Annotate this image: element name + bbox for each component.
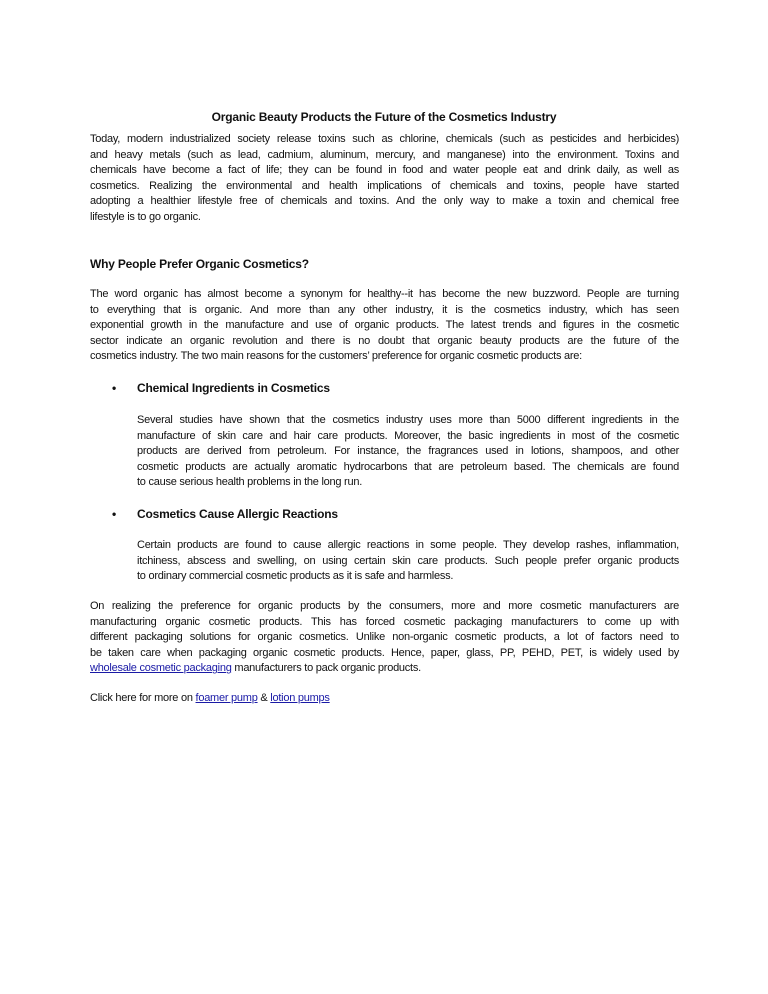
- text-line: Several studies have shown that the cosmetics industry uses more than 5000 different ingredients in the: [137, 414, 679, 426]
- text-line: sector indicate an organic revolution and there is no doubt that organic beauty products are the future of the: [90, 334, 679, 347]
- bullet-paragraph: [137, 413, 679, 491]
- text-fragment: &: [257, 692, 271, 704]
- bullet-title: Chemical Ingredients in Cosmetics: [137, 381, 330, 395]
- text-line: exponential growth in the manufacture and use of organic products. The latest trends and figures in the cosmetic: [90, 319, 679, 332]
- document-title: Organic Beauty Products the Future of the Cosmetics Industry: [211, 110, 557, 124]
- section-heading: Why People Prefer Organic Cosmetics?: [90, 257, 309, 271]
- why-paragraph: [90, 287, 679, 365]
- text-line: lifestyle is to go organic.: [90, 210, 201, 223]
- bullet-icon: •: [112, 381, 117, 395]
- text-line: and heavy metals (such as lead, cadmium, aluminum, mercury, and manganese) into the environment. Toxins and: [90, 148, 679, 161]
- text-line: to everything that is organic. And more than any other industry, it is the cosmetics industry, which has seen: [90, 303, 679, 316]
- text-line: Certain products are found to cause allergic reactions in some people. They develop rashes, inflammation,: [137, 539, 679, 551]
- text-line: chemicals have become a fact of life; they can be found in food and water people eat and drink daily, as well as: [90, 164, 679, 177]
- text-line: manufacture of skin care and hair care products. Moreover, the basic ingredients in most of the cosmetic: [137, 429, 679, 442]
- wholesale-cosmetic-packaging-link[interactable]: wholesale cosmetic packaging: [90, 662, 232, 675]
- text-line: adopting a healthier lifestyle free of chemicals and toxins. And the only way to make a toxin and chemical free: [90, 195, 679, 208]
- text-line: cosmetics industry. The two main reasons for the customers’ preference for organic cosmetic products are:: [90, 350, 582, 363]
- text-line: products are derived from petroleum. For instance, the fragrances used in lotions, shampoos, and other: [137, 445, 679, 458]
- bullet-paragraph: [137, 538, 679, 585]
- text-line: The word organic has almost become a synonym for healthy--it has become the new buzzword. People are turning: [90, 288, 679, 300]
- text-line: [90, 691, 679, 707]
- text-fragment: Click here for more on: [90, 692, 196, 704]
- bullet-icon: •: [112, 507, 117, 521]
- text-line: On realizing the preference for organic products by the consumers, more and more cosmetic manufacturers are: [90, 600, 679, 612]
- text-line: manufacturing organic cosmetic products. This has forced cosmetic packaging manufacturers to come up with: [90, 615, 679, 628]
- text-line: cosmetics. Realizing the environmental and health implications of chemicals and toxins, people have started: [90, 179, 679, 192]
- text-line: to cause serious health problems in the long run.: [137, 476, 363, 489]
- text-line: to ordinary commercial cosmetic products as it is safe and harmless.: [137, 570, 454, 583]
- text-line: be taken care when packaging organic cosmetic products. Hence, paper, glass, PP, PEHD, PET, is widely used by: [90, 646, 679, 659]
- intro-paragraph: [90, 132, 679, 226]
- text-line: Today, modern industrialized society release toxins such as chlorine, chemicals (such as pesticides and herbicides): [90, 133, 679, 145]
- text-line: itchiness, abscess and swelling, on using certain skin care products. Such people prefer organic products: [137, 554, 679, 567]
- text-line: cosmetic products are actually aromatic hydrocarbons that are petroleum based. The chemicals are found: [137, 460, 679, 473]
- foamer-pump-link[interactable]: foamer pump: [195, 692, 258, 704]
- lotion-pumps-link[interactable]: lotion pumps: [270, 692, 330, 704]
- text-fragment: manufacturers to pack organic products.: [231, 662, 421, 675]
- bullet-title: Cosmetics Cause Allergic Reactions: [137, 507, 338, 521]
- text-line: different packaging solutions for organic cosmetics. Unlike non-organic cosmetic products, a lot of factors need to: [90, 631, 679, 644]
- text-line: [90, 661, 679, 677]
- more-links-line: [90, 691, 679, 707]
- packaging-paragraph: [90, 599, 679, 677]
